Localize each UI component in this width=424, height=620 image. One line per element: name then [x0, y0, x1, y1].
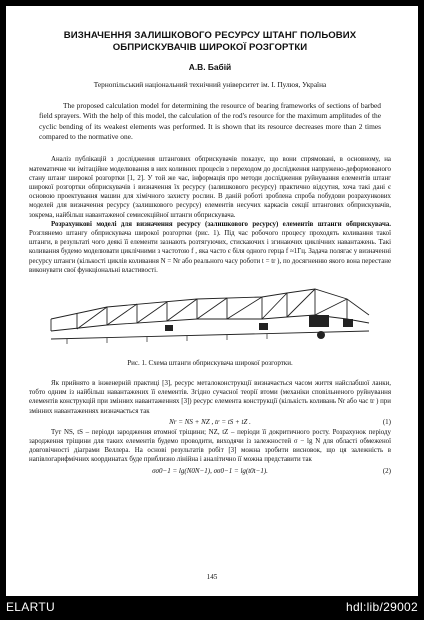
- section-heading: Розрахункові моделі для визначення ресурсу (залишкового ресурсу) елементів штанги обприскувача.: [51, 220, 391, 228]
- paragraph-crack: Тут NS, tS – періоди зародження втомної тріщини; NZ, tZ – періоди її докритичного росту. Розрахунок періоду зародження тріщини для таких елементів будемо проводити, виходячи із залежностей σ − lg N для області обмеженої довговічності діаграми Веллера. На основі результатів робіт [3] можна зробити висновок, що ця залежність в напівлогарифмічних координатах буде приблизно лінійна і аналітично її можна представити так: [29, 428, 391, 464]
- paper-affiliation: Тернопільський національний технічний університет ім. І. Пулюя, Україна: [93, 80, 327, 90]
- repository-label: ELARTU: [6, 600, 55, 614]
- paragraph-models-text: Розглянемо штангу обприскувача широкої розгортки (рис. 1). Під час робочого процесу проходять коливання такої штанги, в результаті чого деякі її елементи зазнають розтягуючих, стискаючих і згинаючих циклічних навантажень. Такі коливання будемо моделювати циклічними з частотою f , яка часто є біля одного герца f ≈1Гц. Задача полягає у визначенні ресурсу штанги (кількості циклів коливання N = Nr або реального часу роботи t = tr ), по досягненню якого вона перестане виконувати свої функціональні властивості.: [29, 230, 391, 274]
- paragraph-intro: Аналіз публікацій з дослідження штангових обприскувачів показує, що вони спрямовані, в основному, на математичне чи імітаційне моделювання в них коливних процесів з переходом до дослідження напружено-деформованого стану штанг широкої розгортки [1, 2]. У той же час, інформація про методи дослідження руйнування елементів штанг широкої розгортки обприскувачів і визначення їх ресурсу (залишкового ресурсу) практично відсутня, хоча такі дані є основою проектування машин для хімічного захисту рослин. В даній роботі зроблена спроба побудови розрахункових моделей для визначення ресурсу (залишкового ресурсу) елементів несучих каркасів секції штангових обприскувачів, зокрема, найбільш навантаженої семисекційної штанги обприскувача.: [29, 156, 391, 219]
- formula-2-expression: σσ0−1 = lg(N0N−1), σσ0−1 = lg(t0t−1).: [152, 466, 268, 475]
- formula-1-number: (1): [382, 417, 391, 426]
- formula-2: [29, 465, 391, 477]
- paragraph-models: [29, 220, 391, 275]
- sprayer-boom-diagram: [47, 285, 373, 357]
- paper-author: А.В. Бабій: [188, 62, 232, 73]
- page-number: 145: [206, 573, 218, 581]
- paper-abstract: The proposed calculation model for determining the resource of bearing frameworks of sections of barbed field sprayers. With the help of this model, the calculation of the rod's resource for the maximum amplitudes of the cyclic bending of its weakest elements was performed. It is shown that its resource decreases more than 2 times compared to the normative one.: [39, 101, 381, 142]
- paper-title: ВИЗНАЧЕННЯ ЗАЛИШКОВОГО РЕСУРСУ ШТАНГ ПОЛЬОВИХ ОБПРИСКУВАЧІВ ШИРОКОЇ РОЗГОРТКИ: [63, 30, 357, 53]
- paper-content: [29, 30, 391, 477]
- document-page: [6, 6, 418, 596]
- paragraph-fatigue: Як прийнято в інженерній практиці [3], ресурс металоконструкції визначається часом життя найслабшої ланки, тобто одним із найбільш навантажених її елементів. Згідно сучасної теорії втоми (механіки сповільненого руйнування елементів конструкцій при змінних навантаженнях [3]) ресурс елемента конструкції (кількість коливань Nr або час tr ) при змінних навантаженнях визначається так: [29, 380, 391, 415]
- formula-1-expression: Nr = NS + NZ , tr = tS + tZ .: [169, 417, 251, 426]
- handle-label: hdl:lib/29002: [346, 600, 418, 614]
- sprayer-boom-figure: [47, 285, 373, 357]
- formula-1: [29, 416, 391, 428]
- figure-caption: Рис. 1. Схема штанги обприскувача широкої розгортки.: [127, 359, 293, 368]
- formula-2-number: (2): [382, 466, 391, 475]
